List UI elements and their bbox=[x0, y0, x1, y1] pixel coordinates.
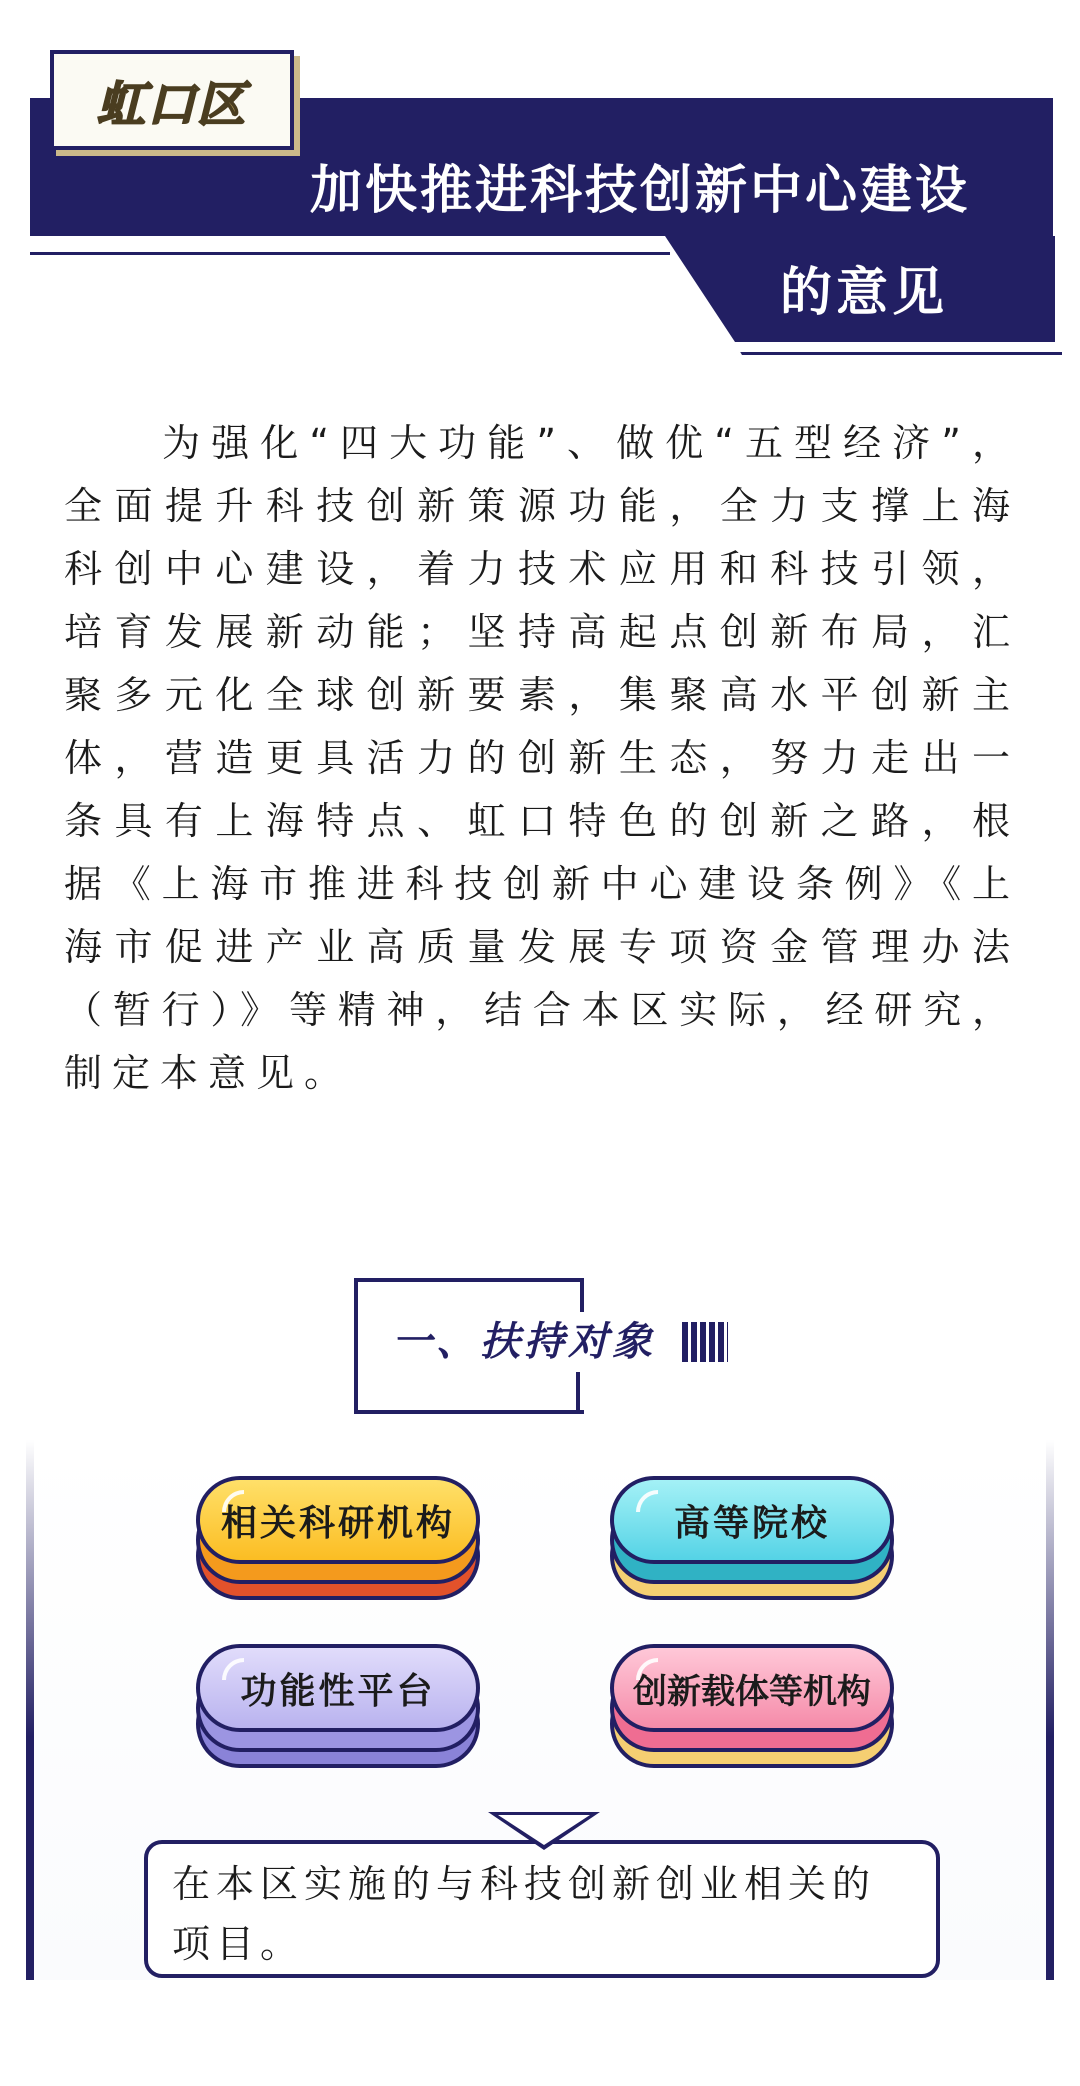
stripes-decoration-icon bbox=[682, 1322, 728, 1362]
target-pill-functional-platforms bbox=[196, 1644, 480, 1768]
target-pill-innovation-carriers bbox=[610, 1644, 894, 1768]
target-pill-label: 功能性平台 bbox=[240, 1670, 436, 1712]
page-title-line-2: 的意见 bbox=[780, 263, 949, 323]
target-pill-label: 相关科研机构 bbox=[220, 1502, 455, 1544]
district-label: 虹口区 bbox=[96, 76, 247, 133]
section-heading: 一、扶持对象 bbox=[386, 1312, 662, 1372]
banner-divider bbox=[30, 236, 670, 255]
panel-right-bar bbox=[1046, 1440, 1054, 1980]
page-title-line-1: 加快推进科技创新中心建设 bbox=[310, 161, 971, 221]
target-pill-label: 高等院校 bbox=[673, 1502, 830, 1544]
target-pill-universities bbox=[610, 1476, 894, 1600]
panel-left-bar bbox=[26, 1440, 34, 1980]
intro-paragraph: 为强化“四大功能”、做优“五型经济”，全面提升科技创新策源功能，全力支撑上海科创中心建设，着力技术应用和科技引领，培育发展新动能；坚持高起点创新布局，汇聚多元化全球创新要素，集聚高水平创新主体，营造更具活力的创新生态，努力走出一条具有上海特点、虹口特色的创新之路，根据《上海市推进科技创新中心建设条例》《上海市促进产业高质量发展专项资金管理办法（暂行）》等精神，结合本区实际，经研究，制定本意见。 bbox=[64, 421, 1020, 1095]
result-text: 在本区实施的与科技创新创业相关的项目。 bbox=[172, 1862, 877, 1966]
section-heading-frame-corner bbox=[576, 1366, 580, 1410]
arrow-down-icon-inner bbox=[498, 1815, 590, 1845]
target-pill-label: 创新载体等机构 bbox=[633, 1671, 871, 1712]
result-box bbox=[144, 1840, 940, 1978]
district-tag bbox=[50, 50, 294, 150]
target-pill-research-institutes bbox=[196, 1476, 480, 1600]
